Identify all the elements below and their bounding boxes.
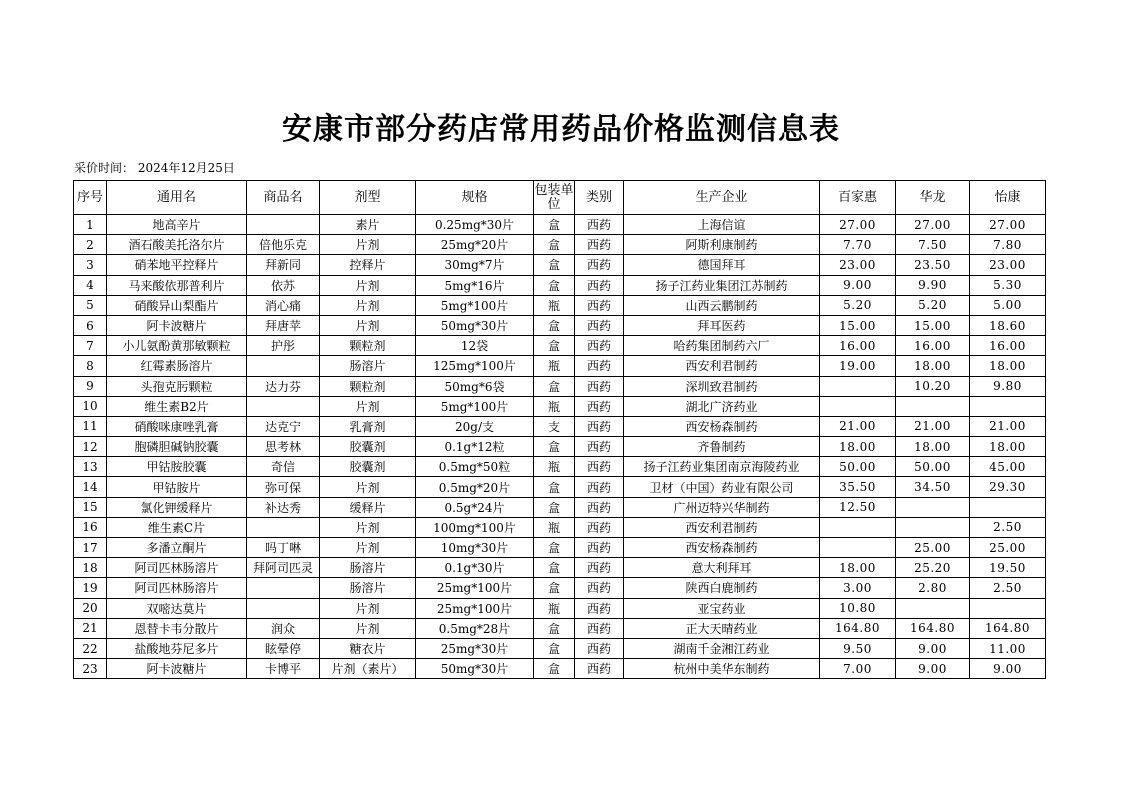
cell-dosage-form: 肠溶片 (320, 578, 416, 598)
cell-price-baijiahui: 19.00 (820, 356, 896, 376)
cell-manufacturer: 拜耳医药 (624, 315, 820, 335)
cell-price-baijiahui (820, 517, 896, 537)
table-row (74, 659, 1046, 679)
cell-package-unit: 盒 (534, 235, 575, 255)
table-row (74, 315, 1046, 335)
cell-generic-name: 硝酸异山梨酯片 (107, 295, 247, 315)
cell-manufacturer: 扬子江药业集团江苏制药 (624, 275, 820, 295)
cell-category: 西药 (575, 376, 624, 396)
cell-price-yikang (970, 598, 1046, 618)
cell-manufacturer: 深圳致君制药 (624, 376, 820, 396)
cell-price-baijiahui: 35.50 (820, 477, 896, 497)
cell-price-baijiahui: 18.00 (820, 437, 896, 457)
cell-price-yikang: 7.80 (970, 235, 1046, 255)
cell-price-baijiahui: 3.00 (820, 578, 896, 598)
cell-price-hualong: 21.00 (896, 416, 970, 436)
table-row (74, 618, 1046, 638)
cell-package-unit: 盒 (534, 497, 575, 517)
cell-spec: 50mg*30片 (416, 659, 534, 679)
cell-index: 18 (74, 558, 107, 578)
cell-generic-name: 阿卡波糖片 (107, 659, 247, 679)
cell-price-hualong: 9.90 (896, 275, 970, 295)
cell-generic-name: 小儿氨酚黄那敏颗粒 (107, 336, 247, 356)
cell-manufacturer: 亚宝药业 (624, 598, 820, 618)
cell-price-baijiahui: 12.50 (820, 497, 896, 517)
cell-spec: 5mg*16片 (416, 275, 534, 295)
table-row (74, 295, 1046, 315)
cell-spec: 30mg*7片 (416, 255, 534, 275)
cell-spec: 20g/支 (416, 416, 534, 436)
cell-index: 11 (74, 416, 107, 436)
cell-dosage-form: 片剂 (320, 598, 416, 618)
cell-dosage-form: 乳膏剂 (320, 416, 416, 436)
cell-price-baijiahui: 5.20 (820, 295, 896, 315)
cell-brand-name (247, 578, 320, 598)
cell-generic-name: 盐酸地芬尼多片 (107, 638, 247, 658)
cell-spec: 100mg*100片 (416, 517, 534, 537)
cell-price-hualong: 34.50 (896, 477, 970, 497)
cell-price-baijiahui: 15.00 (820, 315, 896, 335)
cell-dosage-form: 控释片 (320, 255, 416, 275)
cell-manufacturer: 意大利拜耳 (624, 558, 820, 578)
table-row (74, 477, 1046, 497)
cell-manufacturer: 上海信谊 (624, 215, 820, 235)
cell-spec: 0.5mg*20片 (416, 477, 534, 497)
cell-index: 10 (74, 396, 107, 416)
table-row (74, 336, 1046, 356)
cell-brand-name: 拜阿司匹灵 (247, 558, 320, 578)
cell-package-unit: 瓶 (534, 356, 575, 376)
cell-price-yikang: 18.00 (970, 437, 1046, 457)
table-row (74, 638, 1046, 658)
cell-category: 西药 (575, 396, 624, 416)
cell-manufacturer: 阿斯利康制药 (624, 235, 820, 255)
cell-spec: 50mg*6袋 (416, 376, 534, 396)
cell-category: 西药 (575, 215, 624, 235)
cell-category: 西药 (575, 517, 624, 537)
cell-package-unit: 瓶 (534, 457, 575, 477)
cell-index: 1 (74, 215, 107, 235)
cell-index: 2 (74, 235, 107, 255)
cell-index: 9 (74, 376, 107, 396)
header-spec: 规格 (416, 181, 534, 215)
cell-spec: 5mg*100片 (416, 396, 534, 416)
cell-generic-name: 甲钴胺胶囊 (107, 457, 247, 477)
cell-price-baijiahui (820, 396, 896, 416)
cell-package-unit: 盒 (534, 638, 575, 658)
cell-generic-name: 红霉素肠溶片 (107, 356, 247, 376)
header-generic-name: 通用名 (107, 181, 247, 215)
cell-brand-name: 达力芬 (247, 376, 320, 396)
cell-generic-name: 马来酸依那普利片 (107, 275, 247, 295)
header-hualong: 华龙 (896, 181, 970, 215)
cell-price-yikang: 11.00 (970, 638, 1046, 658)
cell-index: 15 (74, 497, 107, 517)
cell-dosage-form: 片剂 (320, 235, 416, 255)
cell-price-baijiahui (820, 538, 896, 558)
cell-generic-name: 头孢克肟颗粒 (107, 376, 247, 396)
cell-price-yikang: 29.30 (970, 477, 1046, 497)
cell-category: 西药 (575, 315, 624, 335)
table-row (74, 598, 1046, 618)
cell-spec: 50mg*30片 (416, 315, 534, 335)
cell-price-baijiahui: 7.00 (820, 659, 896, 679)
cell-package-unit: 瓶 (534, 598, 575, 618)
cell-price-baijiahui: 18.00 (820, 558, 896, 578)
cell-index: 6 (74, 315, 107, 335)
cell-category: 西药 (575, 578, 624, 598)
cell-brand-name: 消心痛 (247, 295, 320, 315)
cell-category: 西药 (575, 295, 624, 315)
cell-price-yikang: 5.30 (970, 275, 1046, 295)
cell-package-unit: 盒 (534, 538, 575, 558)
cell-spec: 25mg*100片 (416, 598, 534, 618)
cell-package-unit: 盒 (534, 275, 575, 295)
cell-price-yikang: 19.50 (970, 558, 1046, 578)
cell-package-unit: 盒 (534, 215, 575, 235)
cell-price-baijiahui: 27.00 (820, 215, 896, 235)
cell-generic-name: 胞磷胆碱钠胶囊 (107, 437, 247, 457)
cell-category: 西药 (575, 497, 624, 517)
cell-dosage-form: 颗粒剂 (320, 336, 416, 356)
cell-index: 23 (74, 659, 107, 679)
cell-index: 7 (74, 336, 107, 356)
cell-price-baijiahui: 10.80 (820, 598, 896, 618)
cell-price-yikang: 164.80 (970, 618, 1046, 638)
cell-price-baijiahui: 16.00 (820, 336, 896, 356)
cell-category: 西药 (575, 437, 624, 457)
cell-price-hualong: 18.00 (896, 356, 970, 376)
cell-dosage-form: 缓释片 (320, 497, 416, 517)
cell-price-hualong: 15.00 (896, 315, 970, 335)
cell-price-hualong: 10.20 (896, 376, 970, 396)
cell-spec: 12袋 (416, 336, 534, 356)
cell-category: 西药 (575, 457, 624, 477)
cell-manufacturer: 杭州中美华东制药 (624, 659, 820, 679)
cell-generic-name: 地高辛片 (107, 215, 247, 235)
cell-spec: 5mg*100片 (416, 295, 534, 315)
cell-dosage-form: 片剂 (320, 477, 416, 497)
cell-manufacturer: 山西云鹏制药 (624, 295, 820, 315)
cell-brand-name: 护彤 (247, 336, 320, 356)
cell-dosage-form: 胶囊剂 (320, 457, 416, 477)
cell-price-hualong: 9.00 (896, 659, 970, 679)
cell-brand-name: 弥可保 (247, 477, 320, 497)
cell-generic-name: 甲钴胺片 (107, 477, 247, 497)
price-table (73, 180, 1046, 679)
cell-spec: 0.5mg*50粒 (416, 457, 534, 477)
cell-generic-name: 恩替卡韦分散片 (107, 618, 247, 638)
cell-package-unit: 瓶 (534, 295, 575, 315)
cell-dosage-form: 片剂 (320, 517, 416, 537)
header-package-unit: 包装单位 (534, 181, 575, 215)
cell-brand-name: 拜唐苹 (247, 315, 320, 335)
cell-brand-name (247, 215, 320, 235)
cell-dosage-form: 胶囊剂 (320, 437, 416, 457)
cell-price-yikang (970, 497, 1046, 517)
cell-spec: 10mg*30片 (416, 538, 534, 558)
cell-generic-name: 阿司匹林肠溶片 (107, 578, 247, 598)
table-row (74, 396, 1046, 416)
cell-package-unit: 盒 (534, 315, 575, 335)
cell-price-baijiahui: 164.80 (820, 618, 896, 638)
cell-package-unit: 瓶 (534, 517, 575, 537)
cell-category: 西药 (575, 255, 624, 275)
cell-package-unit: 支 (534, 416, 575, 436)
cell-price-hualong: 2.80 (896, 578, 970, 598)
cell-spec: 0.1g*12粒 (416, 437, 534, 457)
cell-dosage-form: 素片 (320, 215, 416, 235)
cell-brand-name: 依苏 (247, 275, 320, 295)
table-row (74, 538, 1046, 558)
cell-category: 西药 (575, 275, 624, 295)
cell-generic-name: 维生素B2片 (107, 396, 247, 416)
cell-generic-name: 双嘧达莫片 (107, 598, 247, 618)
cell-brand-name (247, 396, 320, 416)
cell-spec: 0.1g*30片 (416, 558, 534, 578)
cell-price-baijiahui (820, 376, 896, 396)
cell-price-hualong (896, 598, 970, 618)
cell-price-baijiahui: 50.00 (820, 457, 896, 477)
cell-manufacturer: 西安利君制药 (624, 356, 820, 376)
cell-price-yikang: 5.00 (970, 295, 1046, 315)
table-row (74, 558, 1046, 578)
cell-price-yikang: 9.80 (970, 376, 1046, 396)
cell-price-baijiahui: 7.70 (820, 235, 896, 255)
cell-generic-name: 多潘立酮片 (107, 538, 247, 558)
table-row (74, 275, 1046, 295)
cell-dosage-form: 片剂 (320, 315, 416, 335)
cell-brand-name (247, 598, 320, 618)
table-row (74, 578, 1046, 598)
cell-price-yikang: 18.00 (970, 356, 1046, 376)
cell-index: 14 (74, 477, 107, 497)
cell-manufacturer: 卫材（中国）药业有限公司 (624, 477, 820, 497)
cell-category: 西药 (575, 558, 624, 578)
page-title: 安康市部分药店常用药品价格监测信息表 (282, 112, 840, 147)
cell-price-hualong: 5.20 (896, 295, 970, 315)
cell-category: 西药 (575, 477, 624, 497)
table-row (74, 517, 1046, 537)
table-row (74, 255, 1046, 275)
cell-price-yikang: 27.00 (970, 215, 1046, 235)
cell-brand-name: 拜新同 (247, 255, 320, 275)
cell-price-hualong: 25.20 (896, 558, 970, 578)
cell-price-yikang: 2.50 (970, 578, 1046, 598)
cell-spec: 25mg*100片 (416, 578, 534, 598)
cell-generic-name: 酒石酸美托洛尔片 (107, 235, 247, 255)
cell-price-hualong (896, 497, 970, 517)
cell-category: 西药 (575, 416, 624, 436)
header-yikang: 怡康 (970, 181, 1046, 215)
cell-spec: 25mg*30片 (416, 638, 534, 658)
cell-package-unit: 盒 (534, 618, 575, 638)
cell-dosage-form: 片剂 (320, 618, 416, 638)
cell-price-hualong: 50.00 (896, 457, 970, 477)
cell-brand-name: 吗丁啉 (247, 538, 320, 558)
cell-brand-name: 倍他乐克 (247, 235, 320, 255)
table-row (74, 356, 1046, 376)
cell-price-hualong: 9.00 (896, 638, 970, 658)
header-category: 类别 (575, 181, 624, 215)
cell-manufacturer: 扬子江药业集团南京海陵药业 (624, 457, 820, 477)
cell-brand-name: 眩晕停 (247, 638, 320, 658)
cell-dosage-form: 肠溶片 (320, 356, 416, 376)
cell-dosage-form: 颗粒剂 (320, 376, 416, 396)
cell-manufacturer: 西安杨森制药 (624, 538, 820, 558)
cell-dosage-form: 片剂 (320, 396, 416, 416)
cell-brand-name: 思考林 (247, 437, 320, 457)
header-brand-name: 商品名 (247, 181, 320, 215)
cell-price-yikang: 2.50 (970, 517, 1046, 537)
cell-price-yikang: 18.60 (970, 315, 1046, 335)
cell-index: 21 (74, 618, 107, 638)
table-row (74, 497, 1046, 517)
cell-category: 西药 (575, 638, 624, 658)
cell-generic-name: 阿司匹林肠溶片 (107, 558, 247, 578)
cell-index: 20 (74, 598, 107, 618)
cell-price-baijiahui: 23.00 (820, 255, 896, 275)
cell-manufacturer: 湖南千金湘江药业 (624, 638, 820, 658)
header-row (74, 181, 1046, 215)
table-row (74, 437, 1046, 457)
cell-price-baijiahui: 21.00 (820, 416, 896, 436)
cell-index: 8 (74, 356, 107, 376)
cell-category: 西药 (575, 538, 624, 558)
cell-manufacturer: 西安杨森制药 (624, 416, 820, 436)
cell-manufacturer: 陕西白鹿制药 (624, 578, 820, 598)
table-row (74, 215, 1046, 235)
cell-index: 16 (74, 517, 107, 537)
cell-index: 4 (74, 275, 107, 295)
cell-package-unit: 盒 (534, 437, 575, 457)
cell-category: 西药 (575, 356, 624, 376)
cell-dosage-form: 片剂 (320, 538, 416, 558)
cell-brand-name: 卡博平 (247, 659, 320, 679)
cell-price-yikang: 9.00 (970, 659, 1046, 679)
cell-category: 西药 (575, 336, 624, 356)
header-baijiahui: 百家惠 (820, 181, 896, 215)
header-manufacturer: 生产企业 (624, 181, 820, 215)
table-row (74, 235, 1046, 255)
cell-index: 3 (74, 255, 107, 275)
cell-brand-name: 奇信 (247, 457, 320, 477)
cell-index: 13 (74, 457, 107, 477)
collection-date: 采价时间： 2024年12月25日 (74, 161, 235, 175)
cell-package-unit: 盒 (534, 255, 575, 275)
cell-price-hualong: 7.50 (896, 235, 970, 255)
cell-index: 17 (74, 538, 107, 558)
cell-dosage-form: 糖衣片 (320, 638, 416, 658)
cell-dosage-form: 片剂（素片） (320, 659, 416, 679)
cell-brand-name: 达克宁 (247, 416, 320, 436)
cell-package-unit: 瓶 (534, 396, 575, 416)
cell-price-hualong: 18.00 (896, 437, 970, 457)
cell-spec: 125mg*100片 (416, 356, 534, 376)
cell-dosage-form: 片剂 (320, 295, 416, 315)
cell-category: 西药 (575, 598, 624, 618)
cell-generic-name: 氯化钾缓释片 (107, 497, 247, 517)
cell-dosage-form: 肠溶片 (320, 558, 416, 578)
cell-price-yikang (970, 396, 1046, 416)
cell-price-hualong: 164.80 (896, 618, 970, 638)
cell-brand-name: 润众 (247, 618, 320, 638)
cell-index: 12 (74, 437, 107, 457)
cell-brand-name (247, 517, 320, 537)
cell-package-unit: 盒 (534, 578, 575, 598)
cell-package-unit: 盒 (534, 477, 575, 497)
cell-manufacturer: 正大天晴药业 (624, 618, 820, 638)
cell-price-hualong: 16.00 (896, 336, 970, 356)
cell-spec: 0.5g*24片 (416, 497, 534, 517)
cell-category: 西药 (575, 659, 624, 679)
cell-dosage-form: 片剂 (320, 275, 416, 295)
table-row (74, 416, 1046, 436)
cell-price-hualong (896, 396, 970, 416)
cell-spec: 0.5mg*28片 (416, 618, 534, 638)
cell-package-unit: 盒 (534, 558, 575, 578)
cell-price-hualong: 23.50 (896, 255, 970, 275)
header-index: 序号 (74, 181, 107, 215)
cell-manufacturer: 广州迈特兴华制药 (624, 497, 820, 517)
cell-price-yikang: 16.00 (970, 336, 1046, 356)
cell-spec: 0.25mg*30片 (416, 215, 534, 235)
cell-manufacturer: 湖北广济药业 (624, 396, 820, 416)
table-row (74, 376, 1046, 396)
cell-generic-name: 硝酸咪康唑乳膏 (107, 416, 247, 436)
cell-price-baijiahui: 9.00 (820, 275, 896, 295)
cell-manufacturer: 德国拜耳 (624, 255, 820, 275)
cell-manufacturer: 哈药集团制药六厂 (624, 336, 820, 356)
cell-package-unit: 盒 (534, 376, 575, 396)
cell-index: 19 (74, 578, 107, 598)
cell-package-unit: 盒 (534, 336, 575, 356)
cell-brand-name: 补达秀 (247, 497, 320, 517)
cell-spec: 25mg*20片 (416, 235, 534, 255)
cell-price-hualong: 25.00 (896, 538, 970, 558)
cell-price-baijiahui: 9.50 (820, 638, 896, 658)
cell-price-yikang: 25.00 (970, 538, 1046, 558)
cell-generic-name: 阿卡波糖片 (107, 315, 247, 335)
header-dosage-form: 剂型 (320, 181, 416, 215)
cell-price-yikang: 23.00 (970, 255, 1046, 275)
cell-generic-name: 硝苯地平控释片 (107, 255, 247, 275)
cell-price-yikang: 21.00 (970, 416, 1046, 436)
cell-index: 5 (74, 295, 107, 315)
cell-generic-name: 维生素C片 (107, 517, 247, 537)
cell-manufacturer: 齐鲁制药 (624, 437, 820, 457)
cell-brand-name (247, 356, 320, 376)
table-row (74, 457, 1046, 477)
cell-package-unit: 盒 (534, 659, 575, 679)
cell-category: 西药 (575, 235, 624, 255)
cell-price-yikang: 45.00 (970, 457, 1046, 477)
cell-manufacturer: 西安利君制药 (624, 517, 820, 537)
cell-price-hualong (896, 517, 970, 537)
cell-price-hualong: 27.00 (896, 215, 970, 235)
cell-index: 22 (74, 638, 107, 658)
cell-category: 西药 (575, 618, 624, 638)
